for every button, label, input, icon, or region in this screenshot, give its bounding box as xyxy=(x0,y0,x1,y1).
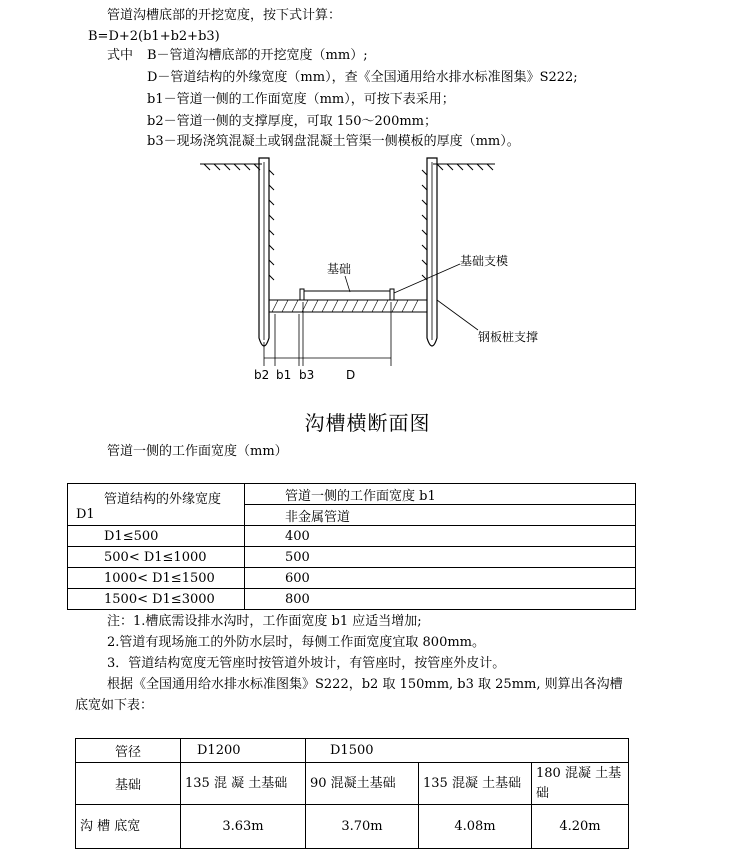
cell-width: 4.08m xyxy=(419,805,532,849)
label-foundation-formwork: 基础支模 xyxy=(460,254,509,268)
table-row xyxy=(76,739,629,763)
cell-value: 400 xyxy=(245,526,636,547)
header-col1-line1: 管道结构的外缘宽度 xyxy=(104,491,222,507)
cell-width: 3.70m xyxy=(306,805,419,849)
note-4-line1: 根据《全国通用给水排水标准图集》S222，b2 取 150mm, b3 取 25mm, 则算出各沟槽 xyxy=(107,677,623,692)
cell-foundation: 90 混凝土基础 xyxy=(306,763,419,805)
cell-foundation: 180 混凝 土基础 xyxy=(532,763,629,805)
header-cell xyxy=(68,484,245,526)
label-foundation: 基础 xyxy=(327,262,352,276)
definition-b3: b3－现场浇筑混凝土或钢盘混凝土管渠一侧模板的厚度（mm）。 xyxy=(147,134,520,149)
header-col1-line2: D1 xyxy=(76,506,95,522)
trench-cross-section-diagram xyxy=(0,0,735,400)
table1-title: 管道一侧的工作面宽度（mm） xyxy=(107,444,288,459)
header-d1500: D1500 xyxy=(306,739,629,763)
where-label: 式中 xyxy=(107,48,134,63)
cell-value: 800 xyxy=(245,589,636,610)
foundation-block xyxy=(300,289,394,300)
table-row xyxy=(68,484,636,505)
note-1: 注：1.槽底需设排水沟时，工作面宽度 b1 应适当增加; xyxy=(107,614,422,629)
cell-range: 1500< D1≤3000 xyxy=(68,589,245,610)
table-row xyxy=(76,805,629,849)
definition-D: D－管道结构的外缘宽度（mm），查《全国通用给水排水标准图集》S222; xyxy=(147,70,578,85)
note-4-line2: 底宽如下表： xyxy=(75,698,154,713)
intro-line: 管道沟槽底部的开挖宽度，按下式计算： xyxy=(107,8,342,23)
header-pipe-diameter: 管径 xyxy=(76,739,181,763)
cell-width: 3.63m xyxy=(181,805,306,849)
table-row xyxy=(68,526,636,547)
figure-caption: 沟槽横断面图 xyxy=(304,411,431,435)
cell-foundation: 135 混 凝 土基础 xyxy=(181,763,306,805)
definition-B: B－管道沟槽底部的开挖宽度（mm）; xyxy=(147,48,368,63)
dim-label-b3: b3 xyxy=(299,368,315,382)
cell-foundation: 135 混凝 土基础 xyxy=(419,763,532,805)
work-width-table xyxy=(67,483,636,610)
header-trench-width: 沟 槽 底宽 xyxy=(76,805,181,849)
note-3: 3．管道结构宽度无管座时按管道外坡计，有管座时，按管座外皮计。 xyxy=(107,656,506,671)
note-2: 2.管道有现场施工的外防水层时，每侧工作面宽度宜取 800mm。 xyxy=(107,635,486,650)
cell-value: 500 xyxy=(245,547,636,568)
dim-label-b2: b2 xyxy=(254,368,270,382)
header-sub: 非金属管道 xyxy=(245,505,636,526)
table-row xyxy=(68,547,636,568)
definition-b1: b1－管道一侧的工作面宽度（mm），可按下表采用； xyxy=(147,92,455,107)
definition-b2: b2－管道一侧的支撑厚度，可取 150～200mm； xyxy=(147,114,438,129)
cell-range: 500< D1≤1000 xyxy=(68,547,245,568)
header-d1200: D1200 xyxy=(181,739,306,763)
dim-label-b1: b1 xyxy=(276,368,292,382)
dim-label-D: D xyxy=(346,368,356,382)
right-sheet-pile xyxy=(422,158,437,346)
cell-value: 600 xyxy=(245,568,636,589)
trench-width-table xyxy=(75,738,629,849)
ground-surface xyxy=(200,164,495,170)
left-sheet-pile xyxy=(259,158,274,346)
table-row xyxy=(68,589,636,610)
cell-width: 4.20m xyxy=(532,805,629,849)
label-sheet-pile-support: 钢板桩支撑 xyxy=(478,330,539,344)
table-row xyxy=(68,568,636,589)
cell-range: D1≤500 xyxy=(68,526,245,547)
trench-bottom xyxy=(269,300,427,312)
table-row xyxy=(76,763,629,805)
header-col2: 管道一侧的工作面宽度 b1 xyxy=(245,484,636,505)
formula: B=D+2(b1+b2+b3) xyxy=(88,29,220,44)
header-foundation: 基础 xyxy=(76,763,181,805)
cell-range: 1000< D1≤1500 xyxy=(68,568,245,589)
